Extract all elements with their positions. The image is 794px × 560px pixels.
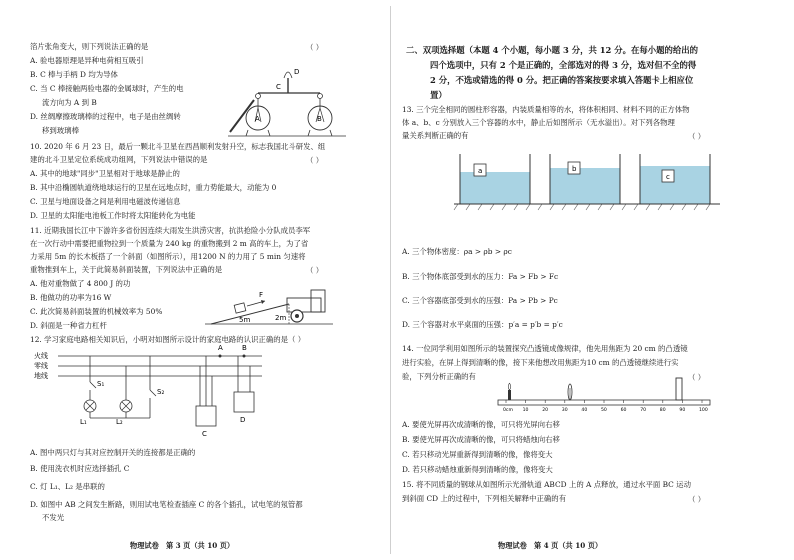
q14-ruler-tick-label: 50: [601, 408, 607, 413]
q12-fig-neutral-wire: 零线: [34, 362, 48, 370]
q12-option-a: A. 图中两只灯与其对应控制开关的连接都是正确的: [30, 448, 196, 457]
q10-stem-line2: 建的北斗卫星定位系统成功组网，下列说法中错误的是: [30, 155, 208, 164]
q14-ruler-tick-label: 80: [659, 408, 666, 413]
q14-option-c: C. 若只移动光屏重新得到清晰的像，像将变大: [402, 450, 553, 459]
q14-ruler-tick-label: 10: [522, 408, 529, 413]
q13-stem-line3: 量关系判断正确的有: [402, 131, 469, 140]
right-page-footer: 物理试卷 第 4 页（共 10 页）: [498, 541, 603, 550]
q13-stem-line1: 13. 三个完全相同的圆柱形容器，内装质量相等的水，将体积相同、材料不同的正方体物: [402, 105, 690, 114]
q9-fig-label-a: A: [255, 115, 260, 123]
q10-option-c: C. 卫星与地面设备之间是利用电磁波传递信息: [30, 197, 181, 206]
q12-fig-live-wire: 火线: [34, 352, 48, 360]
q11-option-b: B. 他做功的功率为16 W: [30, 293, 112, 302]
q14-answer-paren: （ ）: [688, 373, 706, 382]
q9-answer-paren: （ ）: [306, 43, 324, 52]
q11-option-d: D. 斜面是一种省力杠杆: [30, 321, 107, 330]
q14-option-d: D. 若只移动蜡烛重新得到清晰的像，像将变大: [402, 465, 553, 474]
q12-fig-point-a: A: [218, 344, 223, 352]
left-page-footer: 物理试卷 第 3 页（共 10 页）: [130, 541, 235, 550]
q13-fig-cube-b: b: [572, 165, 577, 173]
q13-option-d: D. 三个容器对水平桌面的压强：p′a = p′b = p′c: [402, 320, 563, 329]
q12-circuit-figure: [30, 344, 270, 440]
q14-ruler-tick-label: 60: [620, 408, 627, 413]
section-heading-line2: 四个选项中，只有 2 个是正确的，全部选对的得 3 分，选对但不全的得: [430, 60, 697, 70]
page-divider: [390, 6, 391, 554]
q14-ruler-tick-label: 100: [699, 408, 708, 413]
q12-fig-socket-d: D: [240, 416, 246, 424]
q12-option-d-line1: D. 如图中 AB 之间发生断路，则用试电笔检查插座 C 的各个插孔，试电笔的氖管都: [30, 500, 303, 509]
q14-optical-bench-figure: [498, 378, 720, 412]
left-page: [0, 0, 386, 560]
q11-option-a: A. 他对重物做了 4 800 J 的功: [30, 279, 131, 288]
q12-fig-switch-s1: S₁: [97, 380, 105, 388]
q14-ruler-tick-label: 0cm: [503, 408, 513, 413]
q11-stem-line2: 在一次行动中需要把重物拉到一个质量为 240 kg 的重物搬到 2 m 高的车上，为了省: [30, 239, 309, 248]
q13-option-a: A. 三个物体密度：ρa > ρb > ρc: [402, 247, 512, 256]
q12-fig-ground-wire: 地线: [34, 372, 48, 380]
q13-containers-figure: [454, 152, 724, 212]
q9-fig-label-b: B: [317, 115, 322, 123]
q12-stem: 12. 学习家庭电路相关知识后，小明对如图所示设计的家庭电路的认识正确的是（ ）: [30, 335, 306, 344]
q14-ruler-tick-label: 20: [542, 408, 549, 413]
q14-stem-line3: 验，下列分析正确的有: [402, 372, 476, 381]
q15-stem-line2: 到斜面 CD 上的过程中，下列相关解释中正确的有: [402, 494, 567, 503]
q9-fig-label-d: D: [294, 68, 300, 76]
q11-option-c: C. 此次简易斜面装置的机械效率为 50%: [30, 307, 163, 316]
q9-fig-label-c: C: [276, 83, 281, 91]
q15-answer-paren: （ ）: [688, 495, 706, 504]
q11-fig-label-height: 2m: [275, 314, 287, 322]
q13-answer-paren: （ ）: [688, 132, 706, 141]
q14-stem-line1: 14. 一位同学利用如图所示的装置探究凸透镜成像规律，他先用焦距为 20 cm 的凸透镜: [402, 344, 688, 353]
q11-stem-line4: 重物推到车上，关于此简易斜面装置，下列说法中正确的是: [30, 265, 223, 274]
q9-option-d-line2: 移到玻璃棒: [42, 126, 79, 135]
q15-stem-line1: 15. 将不同质量的钢球从如图所示光滑轨道 ABCD 上的 A 点释放，通过水平面 BC 运动: [402, 480, 691, 489]
q13-option-c: C. 三个容器底部受到水的压强：Pa > Pb > Pc: [402, 296, 558, 305]
q9-electroscope-figure: [228, 60, 348, 138]
q12-option-b: B. 使用洗衣机时应选择插孔 C: [30, 464, 130, 473]
q12-fig-point-b: B: [242, 344, 247, 352]
q10-option-a: A. 其中的地球"同步"卫星相对于地球是静止的: [30, 169, 180, 178]
q9-option-d-line1: D. 丝绸摩擦玻璃棒的过程中，电子是由丝绸转: [30, 112, 181, 121]
q12-fig-lamp-l2: L₂: [116, 418, 123, 426]
q14-option-a: A. 要使光屏再次成清晰的像，可只将光屏向右移: [402, 420, 560, 429]
q14-option-b: B. 要使光屏再次成清晰的像，可只将蜡烛向右移: [402, 435, 560, 444]
q12-fig-lamp-l1: L₁: [80, 418, 87, 426]
q11-incline-figure: [205, 280, 335, 330]
section-heading-line4: 置）: [430, 90, 447, 100]
q10-option-b: B. 其中沿椭圆轨道绕地球运行的卫星在远地点时，重力势能最大，动能为 0: [30, 183, 277, 192]
q14-ruler-tick-label: 30: [561, 408, 568, 413]
q10-stem-line1: 10. 2020 年 6 月 23 日，最后一颗北斗卫星在西昌顺利发射升空，标志我国北斗研发、组: [30, 142, 326, 151]
q9-option-c-line1: C. 当 C 棒接触两验电器的金属球时，产生的电: [30, 84, 184, 93]
q13-option-b: B. 三个物体底部受到水的压力：Fa > Fb > Fc: [402, 272, 559, 281]
section-heading-line1: 二、双项选择题（本题 4 个小题，每小题 3 分，共 12 分。在每小题的给出的: [406, 45, 699, 55]
q9-option-c-line2: 流方向为 A 到 B: [42, 98, 97, 107]
q10-option-d: D. 卫星的太阳能电池板工作时将太阳能转化为电能: [30, 211, 196, 220]
q12-fig-socket-c: C: [202, 430, 207, 438]
q10-answer-paren: （ ）: [306, 156, 324, 165]
q13-fig-cube-a: a: [478, 167, 483, 175]
q11-stem-line1: 11. 近期我国长江中下游许多省份因连续大雨发生洪涝灾害，抗洪抢险小分队成员李军: [30, 226, 311, 235]
q12-option-c: C. 灯 L₁、L₂ 是串联的: [30, 482, 105, 491]
q14-stem-line2: 进行实验，在屏上得到清晰的像，接下来他想改用焦距为10 cm 的凸透镜继续进行实: [402, 358, 679, 367]
q13-fig-cube-c: c: [666, 173, 670, 181]
q11-answer-paren: （ ）: [306, 266, 324, 275]
q9-option-a: A. 验电器原理是异种电荷相互吸引: [30, 56, 144, 65]
q14-ruler-tick-label: 70: [640, 408, 647, 413]
q11-fig-label-length: 5m: [239, 316, 251, 324]
q14-ruler-tick-label: 40: [581, 408, 588, 413]
q11-stem-line3: 力采用 5m 的长木板搭了一个斜面（如图所示），用1200 N 的力用了 5 min 匀速将: [30, 252, 306, 261]
q9-intro: 箔片张角变大，则下列说法正确的是: [30, 42, 149, 51]
q9-option-b: B. C 棒与手柄 D 均为导体: [30, 70, 118, 79]
right-page: [398, 0, 794, 560]
q12-option-d-line2: 不发光: [42, 513, 65, 522]
section-heading-line3: 2 分，不选或错选的得 0 分。把正确的答案按要求填入答题卡上相应位: [430, 75, 694, 85]
q14-ruler-tick-label: 90: [679, 408, 686, 413]
q11-fig-label-f: F: [259, 291, 264, 299]
q12-fig-switch-s2: S₂: [157, 388, 165, 396]
q13-stem-line2: 体 a、b、c 分别放入三个容器的水中，静止后如图所示（无水溢出）。对下列各物理: [402, 118, 675, 127]
